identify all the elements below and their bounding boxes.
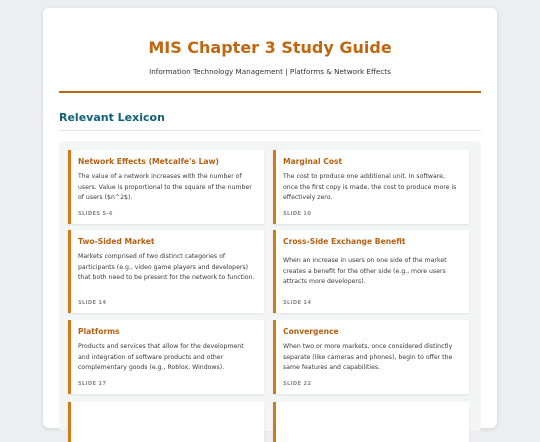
- lexicon-grid: [59, 141, 481, 431]
- section-divider: [59, 130, 481, 131]
- card-term: Two-Sided Market: [78, 237, 155, 246]
- lexicon-card: [273, 320, 469, 394]
- lexicon-card: [273, 230, 469, 313]
- card-term: Cross-Side Exchange Benefit: [283, 237, 406, 246]
- card-definition: Products and services that allow for the development and integration of software products and other complementary goods (e.g., Roblox, Windows).: [78, 343, 244, 371]
- card-slide-reference: SLIDES 5-6: [78, 211, 113, 217]
- lexicon-card-partial: [273, 402, 469, 442]
- lexicon-card: [68, 230, 264, 313]
- card-slide-reference: SLIDE 14: [283, 300, 312, 306]
- card-slide-reference: SLIDE 10: [283, 211, 312, 217]
- header-divider: [59, 91, 481, 93]
- page-subtitle: Information Technology Management | Platforms & Network Effects: [149, 67, 391, 76]
- card-definition: When an increase in users on one side of the market creates a benefit for the other side (e.g., more users attracts more developers).: [283, 257, 447, 285]
- card-definition: The cost to produce one additional unit. In software, once the first copy is made, the cost to produce more is effectively zero.: [283, 173, 457, 201]
- section-heading: Relevant Lexicon: [59, 111, 165, 124]
- card-slide-reference: SLIDE 22: [283, 381, 312, 387]
- page-title: MIS Chapter 3 Study Guide: [148, 38, 392, 57]
- lexicon-card-partial: [68, 402, 264, 442]
- card-definition: When two or more markets, once considered distinctly separate (like cameras and phones), begin to offer the same features and capabilities.: [283, 343, 453, 371]
- card-slide-reference: SLIDE 17: [78, 381, 107, 387]
- card-term: Convergence: [283, 327, 339, 336]
- card-term: Network Effects (Metcalfe's Law): [78, 157, 220, 166]
- study-guide-page: [43, 8, 497, 428]
- lexicon-card: [68, 320, 264, 394]
- card-definition: Markets comprised of two distinct categories of participants (e.g., video game players and developers) that both need to be present for the network to function.: [78, 253, 255, 281]
- card-slide-reference: SLIDE 14: [78, 300, 107, 306]
- lexicon-card: [68, 150, 264, 224]
- card-term: Marginal Cost: [283, 157, 343, 166]
- lexicon-card: [273, 150, 469, 224]
- card-term: Platforms: [78, 327, 120, 336]
- card-definition: The value of a network increases with the number of users. Value is proportional to the square of the number of users ($n^2$).: [78, 173, 252, 201]
